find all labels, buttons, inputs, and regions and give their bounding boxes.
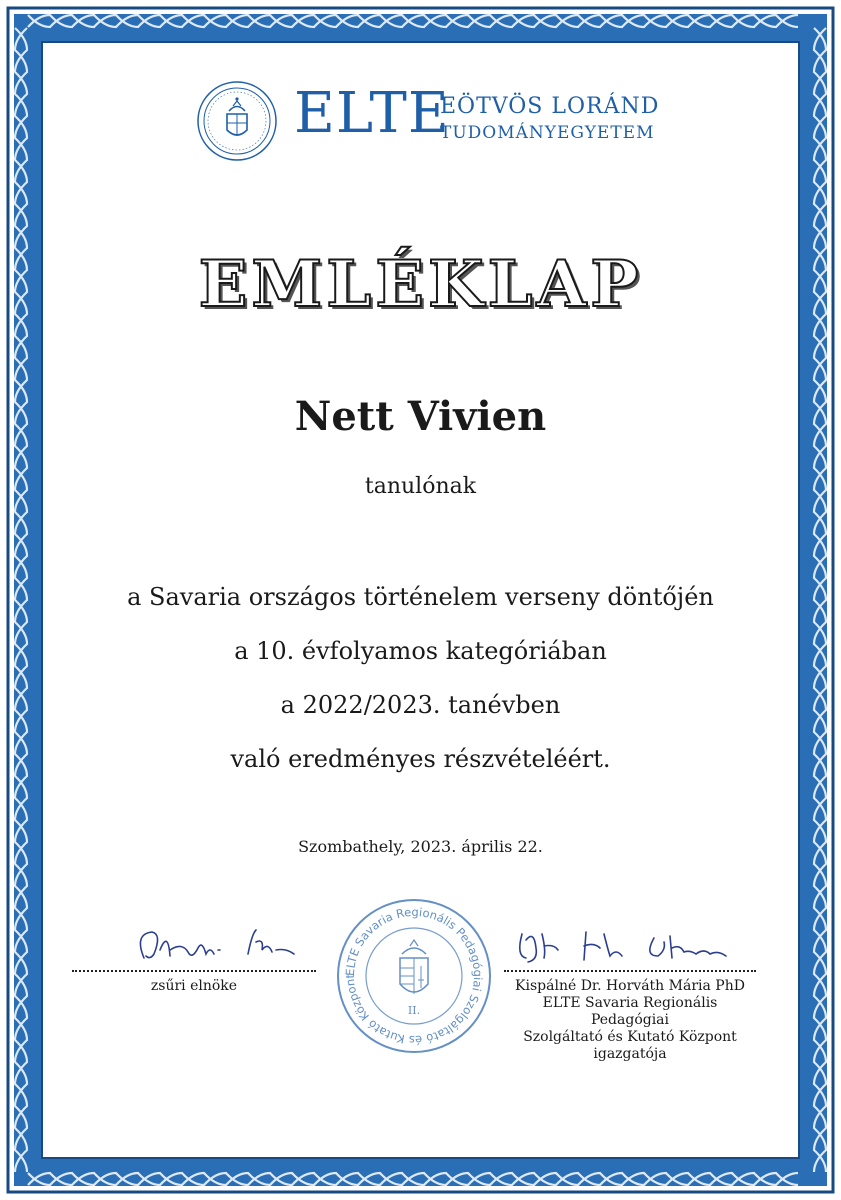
- director-title: igazgatója: [593, 1046, 667, 1062]
- director-signature-block: [504, 920, 756, 1063]
- director-name: Kispálné Dr. Horváth Mária PhD: [515, 978, 745, 994]
- handwritten-signature: [72, 920, 316, 966]
- body-line: a Savaria országos történelem verseny döntőjén: [127, 583, 714, 611]
- director-caption: [504, 978, 756, 1063]
- recipient-name: Nett Vivien: [294, 393, 547, 440]
- signature-line: [504, 970, 756, 972]
- logo-abbreviation: ELTE: [294, 81, 450, 146]
- body-line: a 2022/2023. tanévben: [280, 691, 561, 719]
- official-stamp: [334, 896, 494, 1056]
- signature-line: [72, 970, 316, 972]
- certificate-title: EMLÉKLAP: [198, 247, 643, 322]
- elte-logo: [196, 76, 660, 162]
- recipient-role: tanulónak: [364, 474, 477, 499]
- stamp-number: II.: [407, 1004, 421, 1017]
- jury-president-caption: zsűri elnöke: [150, 978, 238, 994]
- handwritten-signature: [504, 920, 756, 966]
- logo-university-name-line2: TUDOMÁNYEGYETEM: [440, 123, 655, 143]
- university-crest-icon: [196, 80, 278, 162]
- place-and-date: Szombathely, 2023. április 22.: [298, 837, 543, 856]
- director-institution-line1: ELTE Savaria Regionális Pedagógiai: [542, 995, 718, 1028]
- body-line: való eredményes részvételéért.: [230, 745, 611, 773]
- body-line: a 10. évfolyamos kategóriában: [234, 637, 607, 665]
- director-institution-line2: Szolgáltató és Kutató Központ: [523, 1029, 737, 1045]
- logo-university-name-line1: EÖTVÖS LORÁND: [440, 94, 660, 119]
- hungarian-coat-of-arms-icon: [400, 940, 428, 994]
- jury-president-signature-block: [72, 920, 316, 995]
- certificate-body: [0, 570, 841, 786]
- stamp-ring-text: ELTE Savaria Regionális Pedagógiai Szolgáltató és Kutató Központ: [342, 904, 486, 1048]
